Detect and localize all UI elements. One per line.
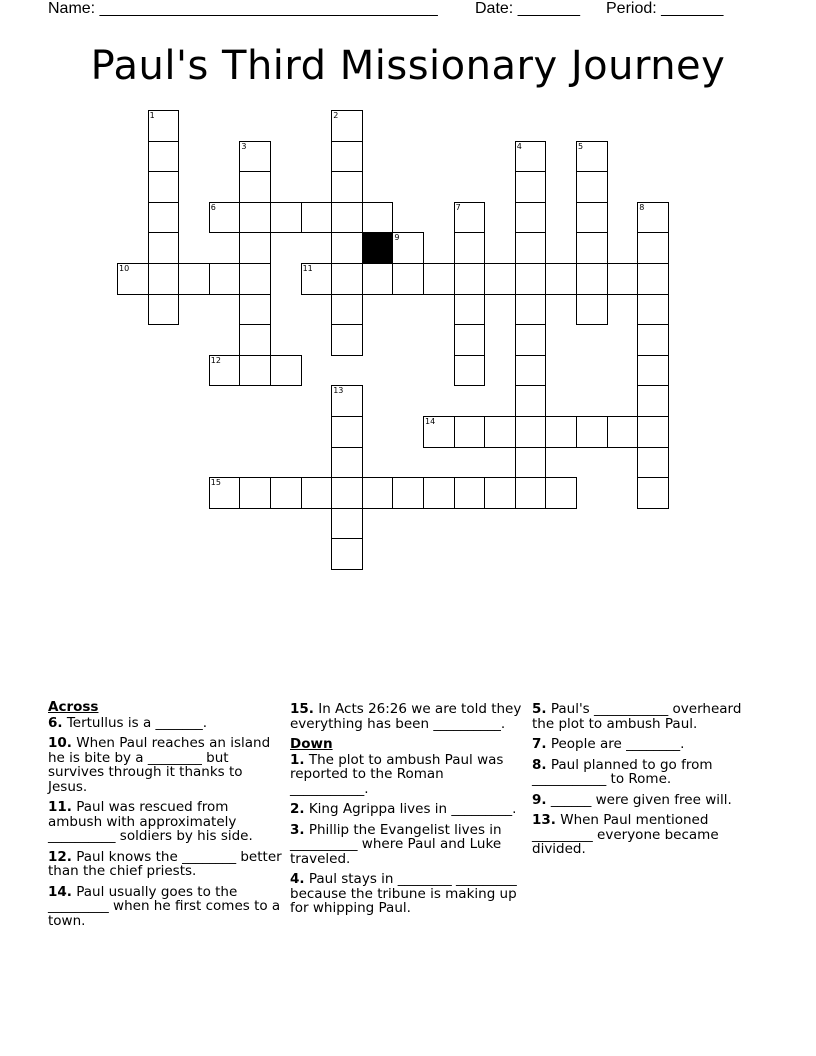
clue-number: 12 — [210, 355, 221, 365]
answer-square[interactable] — [545, 416, 577, 448]
answer-square[interactable] — [545, 477, 577, 509]
clue-number: 15 — [210, 478, 221, 488]
answer-square[interactable] — [148, 294, 180, 326]
answer-square[interactable] — [454, 232, 486, 264]
answer-square[interactable] — [637, 263, 669, 295]
answer-square[interactable] — [239, 202, 271, 234]
answer-square[interactable] — [576, 171, 608, 203]
clue-number: 5 — [578, 141, 584, 151]
clue-number: 8 — [639, 202, 645, 212]
answer-square[interactable] — [515, 416, 547, 448]
clue-start-square-10[interactable] — [117, 263, 149, 295]
answer-square[interactable] — [331, 232, 363, 264]
clue-number: 14 — [425, 417, 436, 426]
clue-number: 11 — [302, 264, 313, 273]
clue-start-square-12[interactable] — [209, 355, 241, 387]
answer-square[interactable] — [515, 355, 547, 387]
answer-square[interactable] — [576, 202, 608, 234]
clue-start-square-5[interactable] — [576, 141, 608, 173]
clue-start-square-2[interactable] — [331, 110, 363, 142]
answer-square[interactable] — [209, 263, 241, 295]
clue-number: 9 — [394, 233, 400, 243]
clue-column-3 — [532, 702, 764, 863]
answer-square[interactable] — [392, 477, 424, 509]
answer-square[interactable] — [515, 171, 547, 203]
answer-square[interactable] — [454, 355, 486, 387]
date-field-label: Date: _______ — [475, 0, 580, 17]
answer-square[interactable] — [484, 416, 516, 448]
answer-square[interactable] — [484, 263, 516, 295]
answer-square[interactable] — [239, 355, 271, 387]
answer-square[interactable] — [331, 416, 363, 448]
clue-down-1: 1. The plot to ambush Paul was reported to the Roman ___________. — [290, 751, 504, 797]
answer-square[interactable] — [576, 294, 608, 326]
clue-number: 7 — [455, 202, 461, 212]
clue-number: 4 — [516, 141, 522, 151]
answer-square[interactable] — [515, 324, 547, 356]
answer-square[interactable] — [270, 202, 302, 234]
answer-square[interactable] — [454, 324, 486, 356]
answer-square[interactable] — [576, 263, 608, 295]
answer-square[interactable] — [545, 263, 577, 295]
answer-square[interactable] — [239, 477, 271, 509]
clue-down-5: 5. Paul's ___________ overheard the plot to ambush Paul. — [532, 701, 742, 732]
clue-number: 6 — [210, 202, 216, 212]
answer-square[interactable] — [607, 416, 639, 448]
clue-start-square-15[interactable] — [209, 477, 241, 509]
answer-square[interactable] — [331, 508, 363, 540]
answer-square[interactable] — [331, 324, 363, 356]
answer-square[interactable] — [423, 477, 455, 509]
answer-square[interactable] — [239, 294, 271, 326]
clue-number: 10 — [119, 264, 130, 273]
answer-square[interactable] — [239, 263, 271, 295]
answer-square[interactable] — [637, 416, 669, 448]
answer-square[interactable] — [270, 477, 302, 509]
clue-across-14: 14. Paul usually goes to the _________ when he first comes to a town. — [48, 883, 281, 929]
answer-square[interactable] — [362, 202, 394, 234]
answer-square[interactable] — [331, 141, 363, 173]
answer-square[interactable] — [331, 171, 363, 203]
answer-square[interactable] — [301, 202, 333, 234]
answer-square[interactable] — [454, 294, 486, 326]
answer-square[interactable] — [637, 294, 669, 326]
answer-square[interactable] — [515, 447, 547, 479]
answer-square[interactable] — [148, 232, 180, 264]
clue-start-square-11[interactable] — [301, 263, 333, 295]
answer-square[interactable] — [454, 477, 486, 509]
clue-across-11: 11. Paul was rescued from ambush with approximately __________ soldiers by his side. — [48, 799, 253, 844]
clue-down-3: 3. Phillip the Evangelist lives in __________ where Paul and Luke traveled. — [290, 821, 502, 867]
answer-square[interactable] — [301, 477, 333, 509]
black-square — [362, 232, 394, 264]
clue-column-2 — [290, 702, 522, 922]
clue-number: 13 — [333, 386, 344, 396]
answer-square[interactable] — [331, 263, 363, 295]
answer-square[interactable] — [331, 477, 363, 509]
answer-square[interactable] — [515, 294, 547, 326]
answer-square[interactable] — [515, 477, 547, 509]
clue-start-square-6[interactable] — [209, 202, 241, 234]
clue-start-square-13[interactable] — [331, 385, 363, 417]
answer-square[interactable] — [148, 141, 180, 173]
answer-square[interactable] — [637, 324, 669, 356]
answer-square[interactable] — [148, 263, 180, 295]
answer-square[interactable] — [239, 324, 271, 356]
clue-start-square-3[interactable] — [239, 141, 271, 173]
clue-across-6: 6. Tertullus is a _______. — [48, 714, 208, 731]
answer-square[interactable] — [239, 171, 271, 203]
answer-square[interactable] — [239, 232, 271, 264]
answer-square[interactable] — [515, 202, 547, 234]
clue-number: 3 — [241, 141, 247, 151]
answer-square[interactable] — [148, 202, 180, 234]
clue-start-square-7[interactable] — [454, 202, 486, 234]
answer-square[interactable] — [637, 355, 669, 387]
answer-square[interactable] — [362, 263, 394, 295]
answer-square[interactable] — [270, 355, 302, 387]
clue-start-square-1[interactable] — [148, 110, 180, 142]
answer-square[interactable] — [637, 385, 669, 417]
across-heading: Across — [48, 699, 99, 715]
answer-square[interactable] — [362, 477, 394, 509]
answer-square[interactable] — [423, 263, 455, 295]
clue-across-10: 10. When Paul reaches an island he is bite by a ________ but survives through it thanks to Jesus. — [48, 735, 271, 795]
answer-square[interactable] — [392, 263, 424, 295]
clue-down-9: 9. ______ were given free will. — [532, 791, 732, 808]
answer-square[interactable] — [454, 263, 486, 295]
clue-down-2: 2. King Agrippa lives in _________. — [290, 801, 517, 817]
clue-start-square-9[interactable] — [392, 232, 424, 264]
answer-square[interactable] — [331, 202, 363, 234]
answer-square[interactable] — [607, 263, 639, 295]
clue-across-12: 12. Paul knows the ________ better than the chief priests. — [48, 848, 282, 879]
answer-square[interactable] — [515, 232, 547, 264]
clue-start-square-8[interactable] — [637, 202, 669, 234]
clue-start-square-14[interactable] — [423, 416, 455, 448]
answer-square[interactable] — [637, 477, 669, 509]
answer-square[interactable] — [515, 263, 547, 295]
answer-square[interactable] — [515, 385, 547, 417]
clue-down-4: 4. Paul stays in ________ _________ because the tribune is making up for whipping Paul. — [290, 871, 517, 916]
clue-down-8: 8. Paul planned to go from ___________ to Rome. — [532, 756, 713, 787]
answer-square[interactable] — [331, 447, 363, 479]
answer-square[interactable] — [331, 294, 363, 326]
answer-square[interactable] — [576, 232, 608, 264]
clue-down-13: 13. When Paul mentioned _________ everyone became divided. — [532, 812, 719, 857]
down-heading: Down — [290, 736, 333, 752]
clue-column-1 — [48, 700, 282, 934]
clue-number: 2 — [333, 111, 339, 120]
answer-square[interactable] — [637, 447, 669, 479]
answer-square[interactable] — [484, 477, 516, 509]
page-title: Paul's Third Missionary Journey — [90, 43, 726, 89]
period-field-label: Period: _______ — [606, 0, 724, 17]
answer-square[interactable] — [637, 232, 669, 264]
answer-square[interactable] — [178, 263, 210, 295]
clue-across-15: 15. In Acts 26:26 we are told they everything has been __________. — [290, 701, 522, 732]
name-field-label: Name: ______________________________________ — [48, 0, 438, 17]
clue-number: 1 — [149, 111, 155, 120]
clue-down-7: 7. People are ________. — [532, 736, 685, 752]
answer-square[interactable] — [331, 538, 363, 570]
answer-square[interactable] — [454, 416, 486, 448]
clue-start-square-4[interactable] — [515, 141, 547, 173]
answer-square[interactable] — [148, 171, 180, 203]
answer-square[interactable] — [576, 416, 608, 448]
